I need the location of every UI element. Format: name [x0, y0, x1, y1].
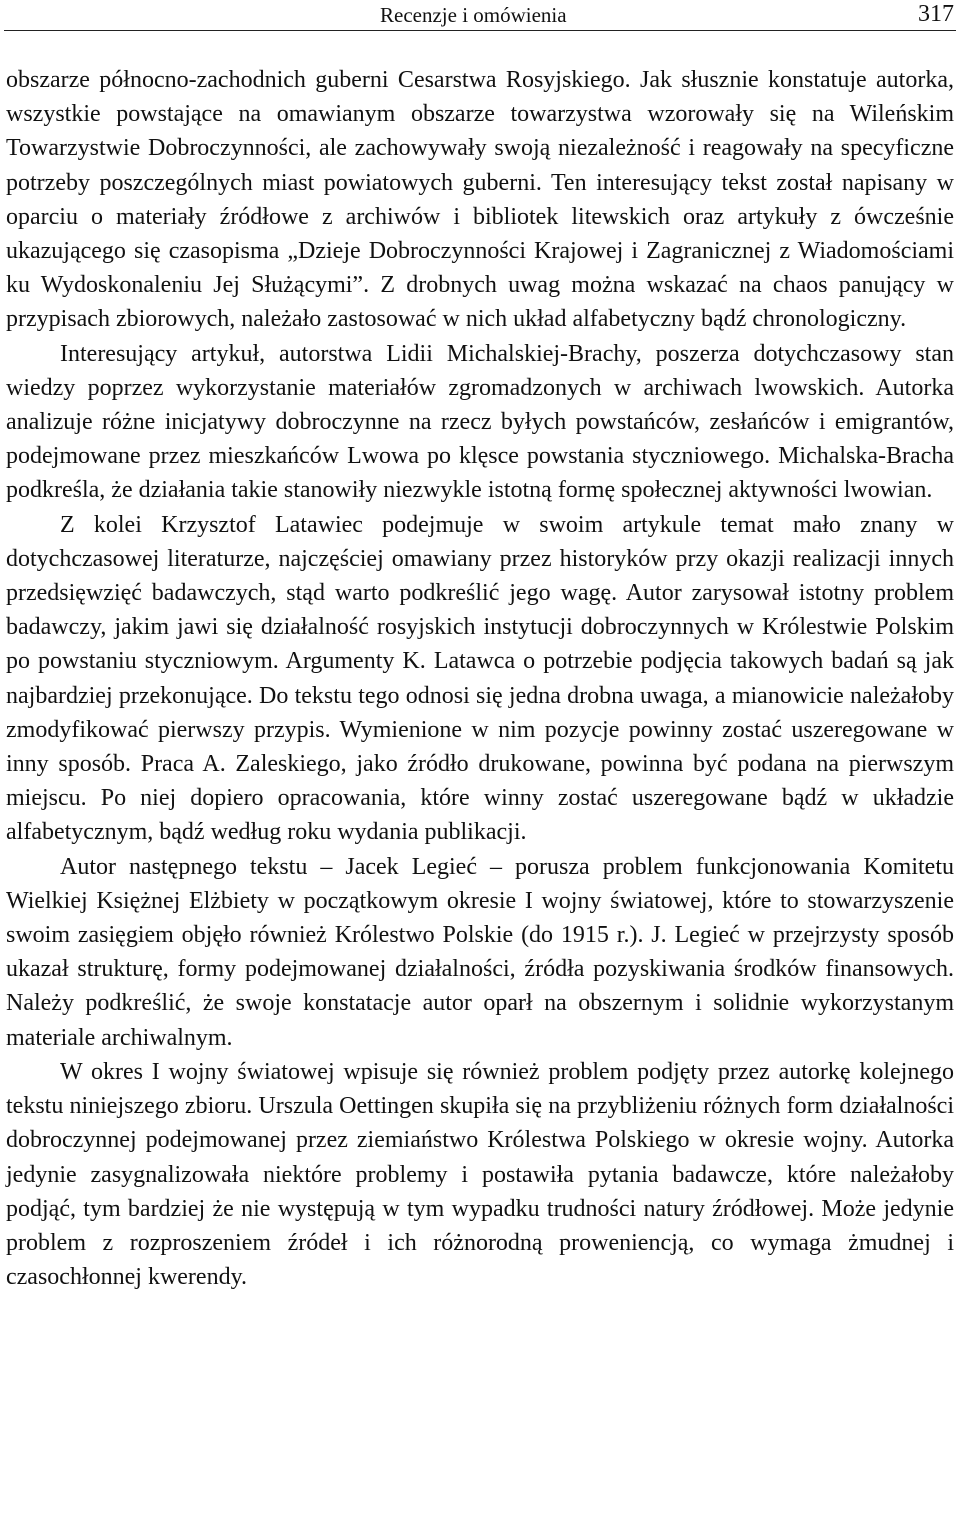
- paragraph-4: Autor następnego tekstu – Jacek Legieć – porusza problem funkcjonowania Komitetu Wielkiej Księżnej Elżbiety w początkowym okresie I wojny światowej, które to stowarzyszenie swoim zasięgiem objęło również Królestwo Polskie (do 1915 r.). J. Legieć w przejrzysty sposób ukazał strukturę, formy podejmowanej działalności, źródła pozyskiwania środków finansowych. Należy podkreślić, że swoje konstatacje autor oparł na obszernym i solidnie wykorzystanym materiale archiwalnym.: [6, 853, 954, 1051]
- paragraph-2: Interesujący artykuł, autorstwa Lidii Michalskiej-Brachy, poszerza dotychczasowy stan wiedzy poprzez wykorzystanie materiałów zgromadzonych w archiwach lwowskich. Autorka analizuje różne inicjatywy dobroczynne na rzecz byłych powstańców, zesłańców i emigrantów, podejmowane przez mieszkańców Lwowa po klęsce powstania styczniowego. Michalska-Bracha podkreśla, że działania takie stanowiły niezwykle istotną formę społecznej aktywności lwowian.: [6, 340, 954, 504]
- paragraph-1: obszarze północno-zachodnich guberni Cesarstwa Rosyjskiego. Jak słusznie konstatuje autorka, wszystkie powstające na omawianym obszarze towarzystwa wzorowały się na Wileńskim Towarzystwie Dobroczynności, ale zachowywały swoją niezależność i reagowały na specyficzne potrzeby poszczególnych miast powiatowych guberni. Ten interesujący tekst został napisany w oparciu o materiały źródłowe z archiwów i bibliotek litewskich oraz artykuły z ówcześnie ukazującego się czasopisma „Dzieje Dobroczynności Krajowej i Zagranicznej z Wiadomościami ku Wydoskonaleniu Jej Służącymi”. Z drobnych uwag można wskazać na chaos panujący w przypisach zbiorowych, należało zastosować w nich układ alfabetyczny bądź chronologiczny.: [6, 67, 954, 333]
- paragraph-3: Z kolei Krzysztof Latawiec podejmuje w swoim artykule temat mało znany w dotychczasowej literaturze, najczęściej omawiany przez historyków przy okazji realizacji innych przedsięwzięć badawczych, stąd warto podkreślić jego wagę. Autor zarysował istotny problem badawczy, jakim jawi się działalność rosyjskich instytucji dobroczynnych w Królestwie Polskim po powstaniu styczniowym. Argumenty K. Latawca o potrzebie podjęcia takowych badań są jak najbardziej przekonujące. Do tekstu tego odnosi się jedna drobna uwaga, a mianowicie należałoby zmodyfikować pierwszy przypis. Wymienione w nim pozycje powinny zostać uszeregowane w inny sposób. Praca A. Zaleskiego, jako źródło drukowane, powinna być podana na pierwszym miejscu. Po niej dopiero opracowania, które winny zostać uszeregowane bądź w układzie alfabetycznym, bądź według roku wydania publikacji.: [6, 511, 954, 846]
- paragraph-5: W okres I wojny światowej wpisuje się również problem podjęty przez autorkę kolejnego tekstu niniejszego zbioru. Urszula Oettingen skupiła się na przybliżeniu różnych form działalności dobroczynnej podejmowanej przez ziemiaństwo Królestwa Polskiego w okresie wojny. Autorka jedynie zasygnalizowała niektóre problemy i postawiła pytania badawcze, które należałoby podjąć, tym bardziej że nie występują w tym wypadku trudności natury źródłowej. Może jedynie problem z rozproszeniem źródeł i ich różnorodną proweniencją, co wymaga żmudnej i czasochłonnej kwerendy.: [6, 1058, 954, 1291]
- running-header: [4, 0, 956, 31]
- page-number: 317: [918, 1, 954, 27]
- header-title: Recenzje i omówienia: [380, 3, 567, 27]
- body-text: [6, 63, 954, 1294]
